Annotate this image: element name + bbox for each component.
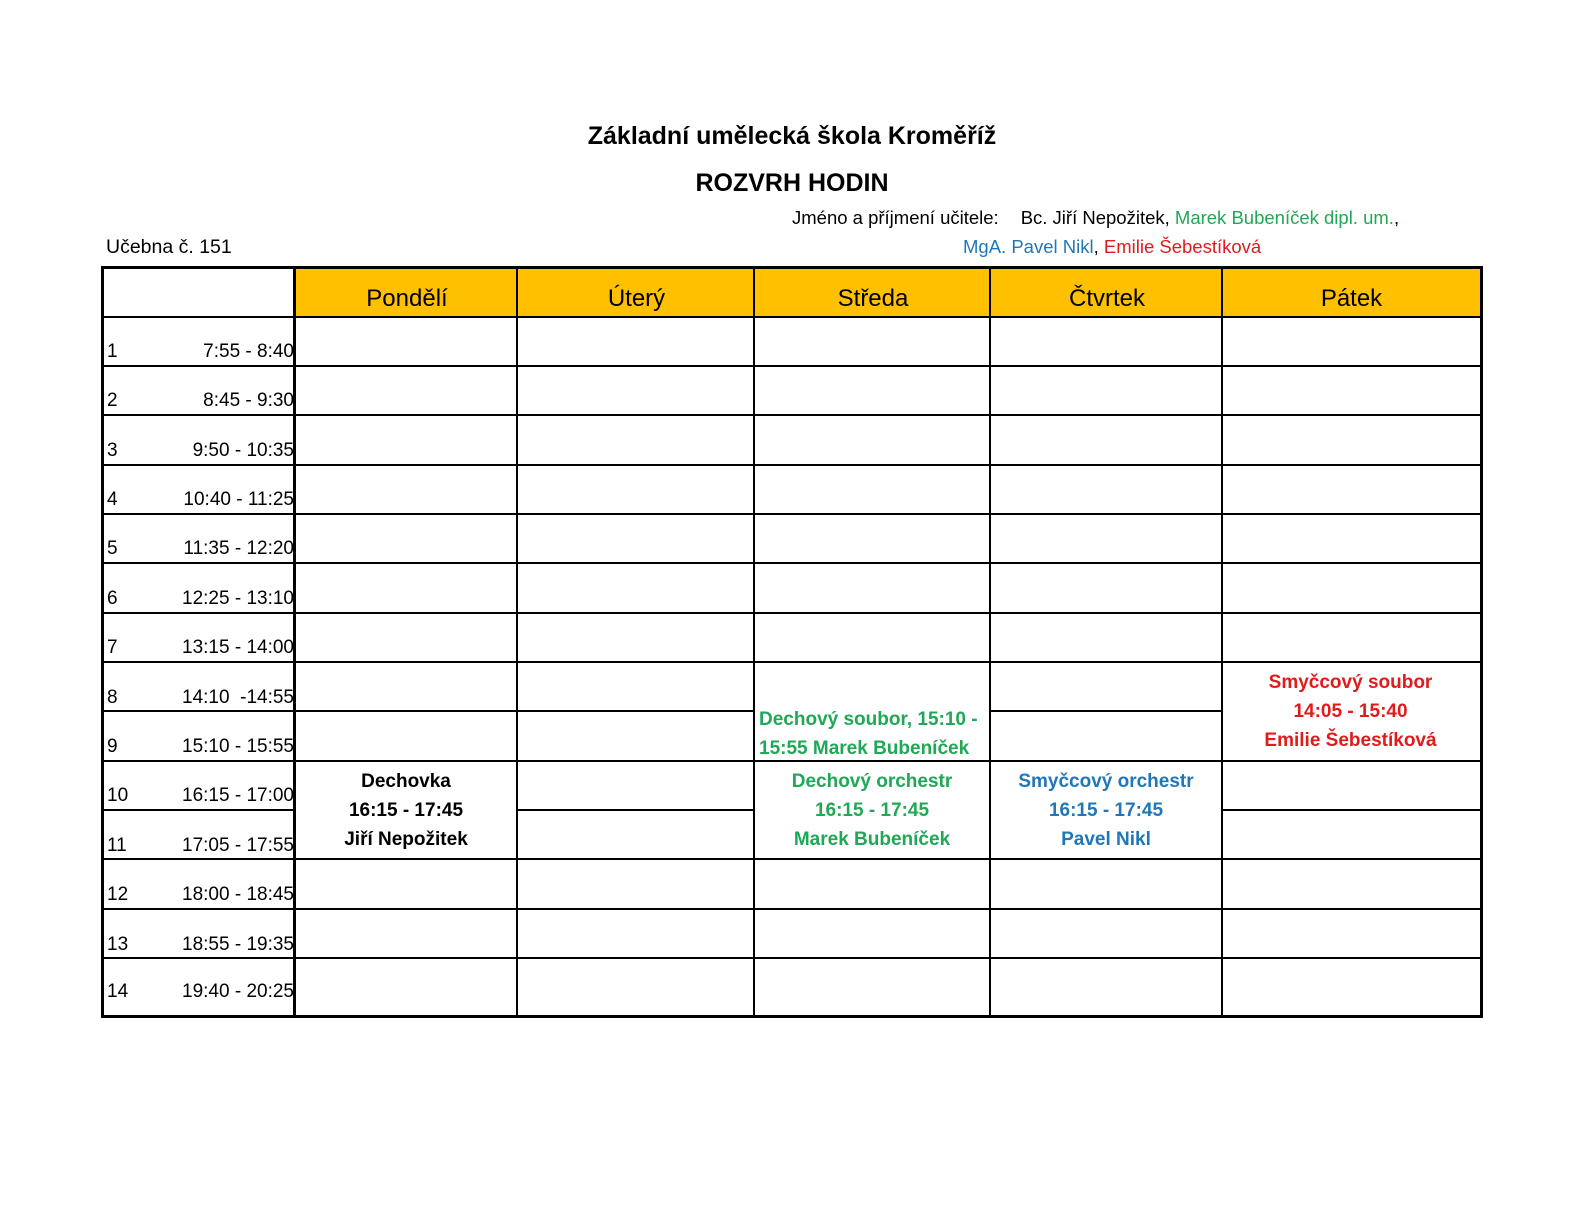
period-number: 3 — [107, 440, 118, 461]
event-title: Dechový soubor, 15:10 - — [759, 709, 978, 730]
grid-line — [104, 316, 1480, 318]
day-header-friday: Pátek — [1223, 269, 1480, 317]
period-number: 13 — [107, 934, 129, 955]
period-number: 9 — [107, 736, 118, 757]
period-number: 8 — [107, 687, 118, 708]
grid-line — [104, 957, 1480, 959]
grid-line — [104, 365, 1480, 367]
teachers-label: Jméno a příjmení učitele: — [792, 207, 999, 228]
period-time: 10:40 - 11:25 — [183, 489, 294, 510]
grid-line — [1223, 809, 1480, 811]
schedule-grid — [101, 266, 1483, 1018]
event-time: 16:15 - 17:45 — [814, 799, 930, 821]
period-number: 4 — [107, 489, 118, 510]
grid-line — [104, 562, 1480, 564]
period-number: 2 — [107, 390, 118, 411]
period-time: 9:50 - 10:35 — [192, 440, 294, 461]
grid-line — [104, 513, 1480, 515]
period-number: 12 — [107, 884, 129, 905]
event-teacher: Pavel Nikl — [1061, 828, 1151, 850]
grid-line — [989, 269, 991, 1015]
period-time: 11:35 - 12:20 — [183, 538, 294, 559]
grid-line — [516, 269, 518, 1015]
teachers-line-2: MgA. Pavel Nikl, Emilie Šebestíková — [963, 236, 1262, 257]
period-time: 14:10 -14:55 — [182, 687, 294, 708]
period-number: 11 — [107, 835, 127, 856]
period-time: 8:45 - 9:30 — [203, 390, 294, 411]
period-time: 15:10 - 15:55 — [182, 736, 294, 757]
event-title: Dechovka — [361, 770, 451, 792]
day-header-monday: Pondělí — [296, 269, 518, 317]
grid-line — [753, 269, 755, 1015]
event-time: 16:15 - 17:45 — [1048, 799, 1164, 821]
day-header-tuesday: Úterý — [518, 269, 755, 317]
event-teacher: Marek Bubeníček — [793, 828, 951, 850]
event-teacher: Emilie Šebestíková — [1264, 730, 1437, 751]
period-number: 5 — [107, 538, 118, 559]
event-dechovka — [296, 762, 516, 858]
period-number: 14 — [107, 981, 129, 1002]
grid-line — [104, 858, 1480, 860]
period-number: 10 — [107, 785, 129, 806]
period-time: 12:25 - 13:10 — [182, 588, 294, 609]
event-time: 14:05 - 15:40 — [1293, 701, 1408, 722]
event-title: Smyčcový orchestr — [1018, 770, 1194, 792]
grid-line — [104, 612, 1480, 614]
period-time: 19:40 - 20:25 — [182, 981, 294, 1002]
event-dechovy-orchestr — [755, 762, 989, 858]
period-time: 18:55 - 19:35 — [182, 934, 294, 955]
grid-line — [1221, 269, 1223, 1015]
teacher-sebestikova: Emilie Šebestíková — [1103, 236, 1262, 257]
grid-line — [104, 710, 755, 712]
grid-line — [991, 710, 1223, 712]
schedule-title: ROZVRH HODIN — [695, 169, 889, 197]
grid-line — [104, 414, 1480, 416]
room-label: Učebna č. 151 — [106, 236, 232, 258]
day-header-wednesday: Středa — [755, 269, 991, 317]
event-title: Smyčcový soubor — [1268, 672, 1433, 693]
event-smyccovy-soubor — [1223, 663, 1478, 760]
day-header-thursday: Čtvrtek — [991, 269, 1223, 317]
grid-line — [104, 464, 1480, 466]
period-time: 7:55 - 8:40 — [203, 341, 294, 362]
teacher-nikl: MgA. Pavel Nikl — [963, 236, 1094, 257]
period-time: 17:05 - 17:55 — [182, 835, 294, 856]
period-time: 13:15 - 14:00 — [182, 637, 294, 658]
period-time: 18:00 - 18:45 — [182, 884, 294, 905]
event-title: Dechový orchestr — [791, 770, 953, 792]
grid-line — [518, 809, 755, 811]
grid-line — [104, 809, 296, 811]
teachers-line-1: Jméno a příjmení učitele: Bc. Jiří Nepožitek, Marek Bubeníček dipl. um., — [792, 207, 1400, 228]
period-number: 6 — [107, 588, 118, 609]
school-title: Základní umělecká škola Kroměříž — [587, 122, 997, 150]
event-teacher: Jiří Nepožitek — [344, 828, 468, 850]
period-number: 1 — [107, 341, 118, 362]
teacher-nepozitek: Bc. Jiří Nepožitek — [1020, 207, 1165, 228]
event-dechovy-soubor — [755, 706, 979, 762]
teacher-bubenicek: Marek Bubeníček dipl. um. — [1174, 207, 1394, 228]
period-number: 7 — [107, 637, 118, 658]
event-time: 16:15 - 17:45 — [348, 799, 464, 821]
event-smyccovy-orchestr — [991, 762, 1221, 858]
event-time-teacher: 15:55 Marek Bubeníček — [759, 738, 970, 759]
period-time: 16:15 - 17:00 — [182, 785, 294, 806]
grid-line — [104, 908, 1480, 910]
